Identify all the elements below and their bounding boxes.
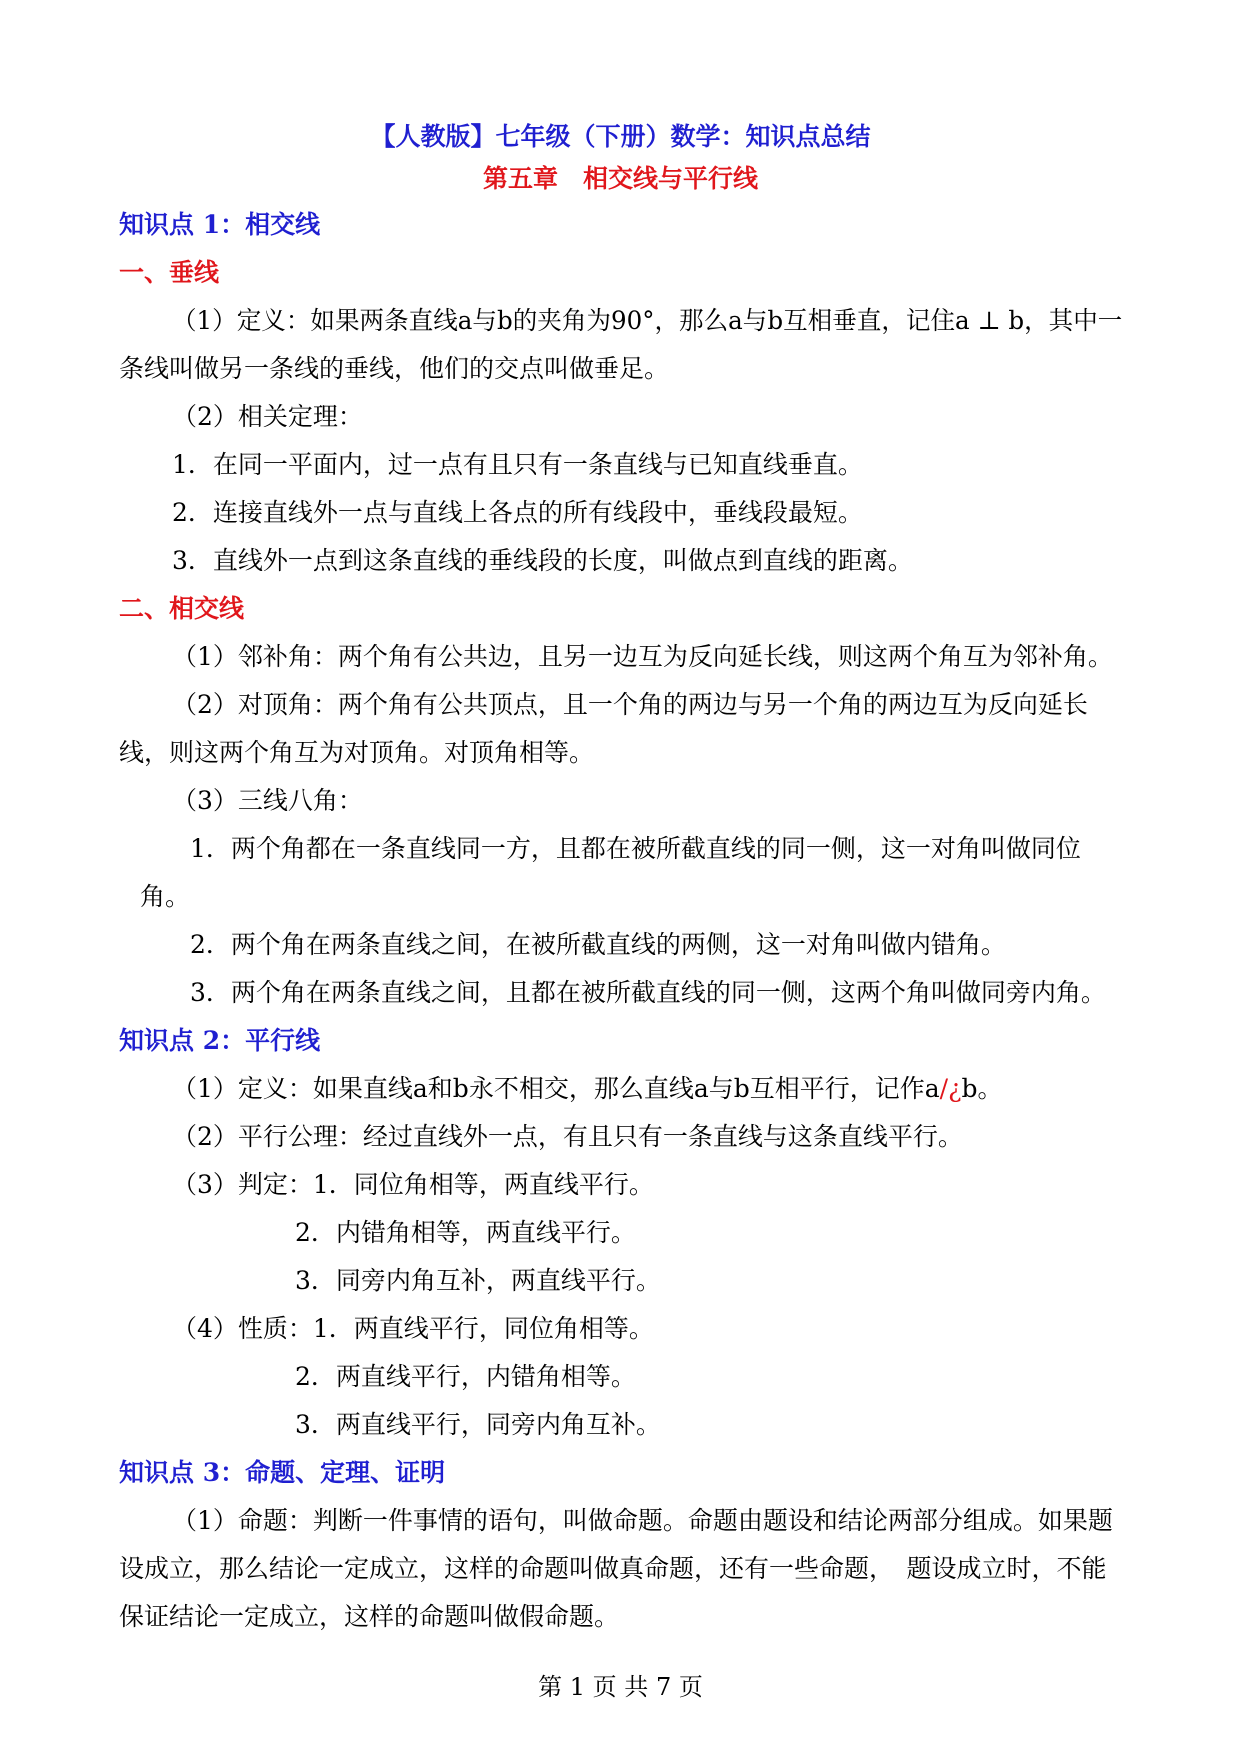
proposition-line2: 设成立，那么结论一定成立，这样的命题叫做真命题，还有一些命题， 题设成立时，不能 (119, 1554, 1107, 1583)
criteria-2: 2．内错角相等，两直线平行。 (295, 1218, 636, 1247)
proposition-line3: 保证结论一定成立，这样的命题叫做假命题。 (119, 1602, 620, 1631)
perpendicular-definition-line1: （1）定义：如果两条直线a与b的夹角为90°，那么a与b互相垂直，记住a ⊥ b，其中一 (172, 306, 1123, 335)
kp3-heading: 知识点 3：命题、定理、证明 (119, 1458, 446, 1487)
chapter-title: 第五章 相交线与平行线 (482, 164, 758, 193)
perpendicular-definition-line2: 条线叫做另一条线的垂线，他们的交点叫做垂足。 (119, 354, 670, 383)
page-number: 第 1 页 共 7 页 (538, 1673, 703, 1701)
kp1-heading: 知识点 1：相交线 (119, 210, 321, 239)
parallel-definition-end: b。 (961, 1074, 1003, 1103)
three-lines-item3: 3．两个角在两条直线之间，且都在被所截直线的同一侧，这两个角叫做同旁内角。 (190, 978, 1106, 1007)
vertical-angles-line2: 线，则这两个角互为对顶角。对顶角相等。 (119, 738, 595, 767)
criteria-3: 3．同旁内角互补，两直线平行。 (295, 1266, 661, 1295)
parallel-definition (172, 1074, 1002, 1104)
criteria-1: （3）判定：1．同位角相等，两直线平行。 (172, 1170, 654, 1199)
properties-1: （4）性质：1．两直线平行，同位角相等。 (172, 1314, 654, 1343)
document-title: 【人教版】七年级（下册）数学：知识点总结 (370, 122, 871, 151)
three-lines-item2: 2．两个角在两条直线之间，在被所截直线的两侧，这一对角叫做内错角。 (190, 930, 1006, 959)
theorem-3: 3．直线外一点到这条直线的垂线段的长度，叫做点到直线的距离。 (172, 546, 913, 575)
three-lines-item1-line2: 角。 (140, 882, 191, 911)
theorem-2: 2．连接直线外一点与直线上各点的所有线段中，垂线段最短。 (172, 498, 863, 527)
three-lines-item1-line1: 1．两个角都在一条直线同一方，且都在被所截直线的同一侧，这一对角叫做同位 (190, 834, 1081, 863)
three-lines-heading: （3）三线八角： (172, 786, 363, 815)
properties-2: 2．两直线平行，内错角相等。 (295, 1362, 636, 1391)
vertical-angles-line1: （2）对顶角：两个角有公共顶点，且一个角的两边与另一个角的两边互为反向延长 (172, 690, 1088, 719)
theorem-1: 1．在同一平面内，过一点有且只有一条直线与已知直线垂直。 (172, 450, 863, 479)
parallel-symbol-glyph: /¿ (939, 1074, 962, 1103)
section-perpendicular-heading: 一、垂线 (119, 258, 220, 287)
theorems-heading: （2）相关定理： (172, 402, 363, 431)
kp2-heading: 知识点 2：平行线 (119, 1026, 321, 1055)
proposition-line1: （1）命题：判断一件事情的语句，叫做命题。命题由题设和结论两部分组成。如果题 (172, 1506, 1113, 1535)
parallel-axiom: （2）平行公理：经过直线外一点，有且只有一条直线与这条直线平行。 (172, 1122, 963, 1151)
properties-3: 3．两直线平行，同旁内角互补。 (295, 1410, 661, 1439)
adjacent-angles-text: （1）邻补角：两个角有公共边，且另一边互为反向延长线，则这两个角互为邻补角。 (172, 642, 1113, 671)
parallel-definition-text: （1）定义：如果直线a和b永不相交，那么直线a与b互相平行，记作a (172, 1074, 940, 1103)
section-intersecting-heading: 二、相交线 (119, 594, 245, 623)
